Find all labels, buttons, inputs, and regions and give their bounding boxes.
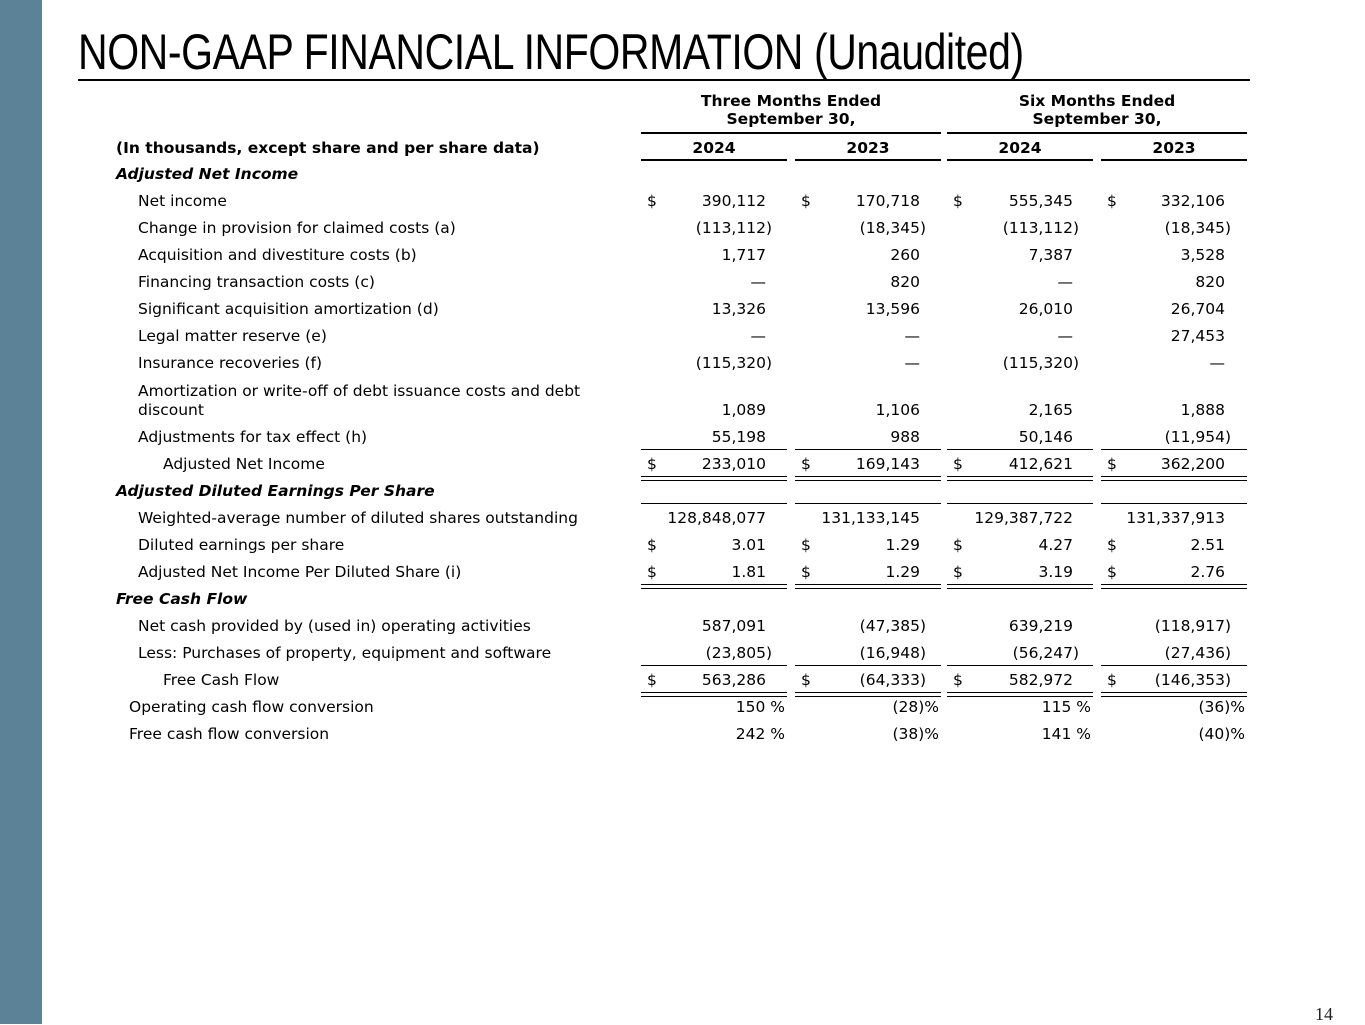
row-label: Change in provision for claimed costs (a)	[138, 219, 456, 237]
cell-value: 26,704	[1170, 300, 1225, 318]
cell-value: (64,333)	[859, 671, 926, 689]
cell-value: (18,345)	[1164, 219, 1231, 237]
row-label: discount	[138, 401, 204, 419]
row-label: Operating cash flow conversion	[129, 698, 374, 716]
cell-value: (28)%	[892, 698, 939, 716]
cell-value: 3.19	[1038, 563, 1073, 581]
cell-value: 150 %	[735, 698, 785, 716]
cell-value: —	[750, 327, 766, 345]
cell-value: (16,948)	[859, 644, 926, 662]
table-row-legal	[0, 322, 1365, 349]
cell-value: 129,387,722	[974, 509, 1073, 527]
cell-value: (56,247)	[1012, 644, 1079, 662]
currency-symbol: $	[953, 536, 963, 554]
header-three-months-rule	[641, 132, 941, 134]
cell-value: —	[1209, 354, 1225, 372]
currency-symbol: $	[647, 563, 657, 581]
row-label: Financing transaction costs (c)	[138, 273, 375, 291]
row-label: Insurance recoveries (f)	[138, 354, 323, 372]
section-heading: Free Cash Flow	[116, 590, 248, 608]
currency-symbol: $	[801, 455, 811, 473]
cell-value: 131,133,145	[821, 509, 920, 527]
header-six-months: Six Months Ended September 30,	[1018, 92, 1176, 128]
table-row-tax	[0, 423, 1365, 450]
cell-value: 55,198	[711, 428, 766, 446]
row-label: Diluted earnings per share	[138, 536, 345, 554]
cell-value: (146,353)	[1154, 671, 1231, 689]
cell-value: 1.29	[885, 563, 920, 581]
cell-value: (115,320)	[1002, 354, 1079, 372]
cell-value: 1,089	[721, 401, 766, 419]
page-title: NON-GAAP FINANCIAL INFORMATION (Unaudited)	[78, 24, 1024, 80]
row-label: Weighted-average number of diluted shares outstanding	[138, 509, 578, 527]
cell-value: (18,345)	[859, 219, 926, 237]
table-row-financing	[0, 268, 1365, 295]
cell-value: 362,200	[1160, 455, 1225, 473]
table-row-adjusted-eps	[0, 477, 1365, 504]
cell-value: 332,106	[1160, 192, 1225, 210]
row-label: Less: Purchases of property, equipment and software	[138, 644, 552, 662]
row-label: Acquisition and divestiture costs (b)	[138, 246, 417, 264]
cell-value: 128,848,077	[667, 509, 766, 527]
cell-value: 555,345	[1008, 192, 1073, 210]
row-label: Amortization or write-off of debt issuance costs and debt	[138, 382, 581, 400]
cell-value: 412,621	[1008, 455, 1073, 473]
cell-value: 639,219	[1008, 617, 1073, 635]
cell-value: 170,718	[855, 192, 920, 210]
cell-value: (113,112)	[695, 219, 772, 237]
table-row-insurance	[0, 349, 1365, 376]
cell-value: 2,165	[1028, 401, 1073, 419]
currency-symbol: $	[953, 455, 963, 473]
table-row-adj-net-income	[0, 450, 1365, 477]
table-row-provision	[0, 214, 1365, 241]
cell-value: 988	[890, 428, 920, 446]
currency-symbol: $	[801, 671, 811, 689]
title-divider	[78, 79, 1250, 81]
section-heading: Adjusted Diluted Earnings Per Share	[116, 482, 435, 500]
table-row-diluted-eps	[0, 531, 1365, 558]
cell-value: (36)%	[1198, 698, 1245, 716]
cell-value: —	[1057, 273, 1073, 291]
cell-value: —	[1057, 327, 1073, 345]
currency-symbol: $	[1107, 536, 1117, 554]
cell-value: 1,106	[875, 401, 920, 419]
row-label: Net income	[138, 192, 227, 210]
cell-value: 3.01	[731, 536, 766, 554]
cell-value: (47,385)	[859, 617, 926, 635]
cell-value: 2.51	[1190, 536, 1225, 554]
cell-value: 242 %	[735, 725, 785, 743]
cell-value: (115,320)	[695, 354, 772, 372]
row-label: Significant acquisition amortization (d)	[138, 300, 439, 318]
cell-value: 582,972	[1008, 671, 1073, 689]
table-row-op-cash	[0, 612, 1365, 639]
currency-symbol: $	[647, 192, 657, 210]
table-row-net-income	[0, 187, 1365, 214]
cell-value: 1,717	[721, 246, 766, 264]
col-header-q-2024: 2024	[692, 139, 736, 157]
cell-value: (23,805)	[705, 644, 772, 662]
cell-value: 50,146	[1018, 428, 1073, 446]
cell-value: 587,091	[701, 617, 766, 635]
cell-value: 141 %	[1041, 725, 1091, 743]
cell-value: 233,010	[701, 455, 766, 473]
col-header-ytd-2023: 2023	[1152, 139, 1196, 157]
cell-value: (118,917)	[1154, 617, 1231, 635]
cell-value: 27,453	[1170, 327, 1225, 345]
cell-value: 1,888	[1180, 401, 1225, 419]
table-row-debt	[0, 396, 1365, 423]
row-label: Adjusted Net Income Per Diluted Share (i)	[138, 563, 462, 581]
cell-value: 4.27	[1038, 536, 1073, 554]
cell-value: 1.81	[731, 563, 766, 581]
header-six-months-rule	[947, 132, 1247, 134]
currency-symbol: $	[647, 671, 657, 689]
page-number: 14	[1315, 1004, 1333, 1024]
currency-symbol: $	[1107, 563, 1117, 581]
currency-symbol: $	[1107, 455, 1117, 473]
table-row-op-conv	[0, 693, 1365, 720]
cell-value: 1.29	[885, 536, 920, 554]
cell-value: 3,528	[1180, 246, 1225, 264]
table-row-fcf-conv	[0, 720, 1365, 747]
cell-value: (27,436)	[1164, 644, 1231, 662]
table-row-adjusted-net-income	[0, 160, 1365, 187]
cell-value: —	[904, 354, 920, 372]
table-row-fcf	[0, 666, 1365, 693]
row-label: Adjustments for tax effect (h)	[138, 428, 368, 446]
currency-symbol: $	[801, 192, 811, 210]
cell-value: (113,112)	[1002, 219, 1079, 237]
cell-value: 820	[1195, 273, 1225, 291]
cell-value: 13,596	[865, 300, 920, 318]
cell-value: —	[750, 273, 766, 291]
row-label: Legal matter reserve (e)	[138, 327, 327, 345]
cell-value: 13,326	[711, 300, 766, 318]
cell-value: 260	[890, 246, 920, 264]
currency-symbol: $	[953, 192, 963, 210]
col-header-ytd-2024: 2024	[998, 139, 1042, 157]
currency-symbol: $	[953, 671, 963, 689]
cell-value: 26,010	[1018, 300, 1073, 318]
header-three-months: Three Months Ended September 30,	[700, 92, 882, 128]
section-heading: Adjusted Net Income	[116, 165, 299, 183]
currency-symbol: $	[1107, 192, 1117, 210]
currency-symbol: $	[801, 536, 811, 554]
cell-value: (38)%	[892, 725, 939, 743]
currency-symbol: $	[953, 563, 963, 581]
cell-value: (40)%	[1198, 725, 1245, 743]
currency-symbol: $	[1107, 671, 1117, 689]
table-row-capex	[0, 639, 1365, 666]
table-row-amortization	[0, 295, 1365, 322]
cell-value: (11,954)	[1164, 428, 1231, 446]
table-row-adj-eps	[0, 558, 1365, 585]
cell-value: 169,143	[855, 455, 920, 473]
cell-value: 820	[890, 273, 920, 291]
row-label: Net cash provided by (used in) operating activities	[138, 617, 531, 635]
cell-value: 7,387	[1028, 246, 1073, 264]
row-label: Free cash flow conversion	[129, 725, 330, 743]
col-header-q-2023: 2023	[846, 139, 890, 157]
currency-symbol: $	[801, 563, 811, 581]
row-label: Adjusted Net Income	[163, 455, 325, 473]
cell-value: 2.76	[1190, 563, 1225, 581]
cell-value: 131,337,913	[1126, 509, 1225, 527]
units-label: (In thousands, except share and per share data)	[116, 139, 540, 157]
cell-value: 390,112	[701, 192, 766, 210]
currency-symbol: $	[647, 455, 657, 473]
table-row-shares	[0, 504, 1365, 531]
table-row-acquisition	[0, 241, 1365, 268]
row-label: Free Cash Flow	[163, 671, 280, 689]
currency-symbol: $	[647, 536, 657, 554]
cell-value: 563,286	[701, 671, 766, 689]
cell-value: 115 %	[1041, 698, 1091, 716]
table-row-free-cash-flow	[0, 585, 1365, 612]
cell-value: —	[904, 327, 920, 345]
